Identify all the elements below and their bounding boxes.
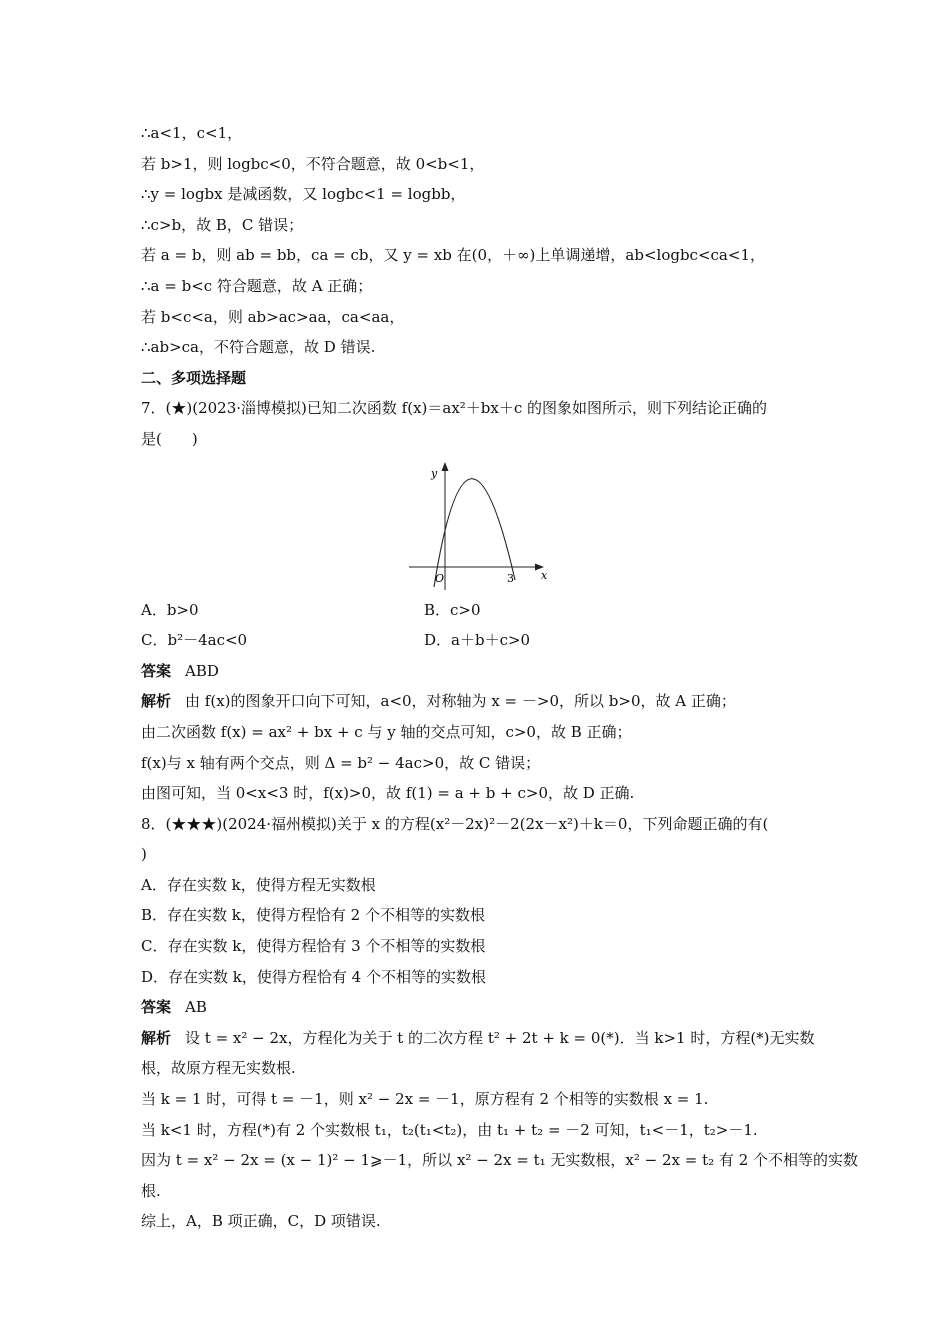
answer-label: 答案 xyxy=(141,661,172,680)
x-axis-label: x xyxy=(541,568,548,582)
text-line: f(x)与 x 轴有两个交点，则 Δ = b² − 4ac>0，故 C 错误； xyxy=(141,753,541,772)
x-tick-label: 3 xyxy=(507,571,514,585)
text-line: 根，故原方程无实数根. xyxy=(141,1059,296,1078)
document-content xyxy=(141,118,859,1237)
y-axis-arrow xyxy=(442,462,449,471)
text-line: 由图可知，当 0<x<3 时，f(x)>0，故 f(1) = a + b + c>0，故 D 正确. xyxy=(141,784,635,803)
option-c: C．b²－4ac<0 xyxy=(141,631,248,650)
option-b: B．存在实数 k，使得方程恰有 2 个不相等的实数根 xyxy=(141,906,485,925)
text-line: ∴c>b，故 B，C 错误； xyxy=(141,215,304,234)
q7-stem: 7．(★)(2023·淄博模拟)已知二次函数 f(x)＝ax²＋bx＋c 的图象如图所示，则下列结论正确的 xyxy=(141,399,768,418)
q7-options-row-2 xyxy=(141,625,816,656)
text-line: 若 b>1，则 logbc<0，不符合题意，故 0<b<1， xyxy=(141,154,485,173)
text-line: 当 k = 1 时，可得 t = －1，则 x² − 2x = －1，原方程有 2 个相等的实数根 x = 1. xyxy=(141,1090,709,1109)
q7-analysis xyxy=(141,686,816,717)
option-c: C．存在实数 k，使得方程恰有 3 个不相等的实数根 xyxy=(141,937,486,956)
text-line: ∴ab>ca，不符合题意，故 D 错误. xyxy=(141,338,376,357)
analysis-label: 解析 xyxy=(141,1028,172,1047)
option-d: D．a＋b＋c>0 xyxy=(424,631,531,650)
option-d: D．存在实数 k，使得方程恰有 4 个不相等的实数根 xyxy=(141,967,486,986)
answer-label: 答案 xyxy=(141,998,172,1017)
text-line: 因为 t = x² − 2x = (x − 1)² − 1⩾－1，所以 x² − 2x = t₁ 无实数根，x² − 2x = t₂ 有 2 个不相等的实数 xyxy=(141,1151,859,1170)
option-a: A．存在实数 k，使得方程无实数根 xyxy=(141,875,376,894)
text-line: ∴a = b<c 符合题意，故 A 正确； xyxy=(141,276,373,295)
text-line: ∴y = logbx 是减函数，又 logbc<1 = logbb， xyxy=(141,185,466,204)
analysis-text: 设 t = x² − 2x，方程化为关于 t 的二次方程 t² + 2t + k = 0(*)．当 k>1 时，方程(*)无实数 xyxy=(185,1028,815,1047)
answer-value: ABD xyxy=(185,661,219,680)
q8-analysis xyxy=(141,1023,816,1054)
text-line: ∴a<1，c<1， xyxy=(141,124,243,142)
analysis-label: 解析 xyxy=(141,692,172,711)
q7-answer xyxy=(141,656,816,687)
section-title: 二、多项选择题 xyxy=(141,368,247,387)
answer-value: AB xyxy=(185,998,207,1017)
q7-stem-cont: 是( ) xyxy=(141,429,198,448)
parabola-curve xyxy=(434,478,515,586)
q7-graph xyxy=(141,455,816,595)
text-line: 根. xyxy=(141,1181,161,1200)
analysis-text: 由 f(x)的图象开口向下可知，a<0，对称轴为 x = －>0，所以 b>0，故 A 正确； xyxy=(185,692,736,711)
text-line: 由二次函数 f(x) = ax² + bx + c 与 y 轴的交点可知，c>0，故 B 正确； xyxy=(141,722,632,741)
origin-label: O xyxy=(435,571,445,585)
text-line: 综上，A，B 项正确，C，D 项错误. xyxy=(141,1212,381,1231)
text-line: 若 b<c<a，则 ab>ac>aa，ca<aa， xyxy=(141,307,405,326)
q7-options-row-1 xyxy=(141,595,816,626)
option-a: A．b>0 xyxy=(141,600,199,619)
q8-answer xyxy=(141,992,816,1023)
text-line: 若 a = b，则 ab = bb，ca = cb，又 y = xb 在(0，＋∞)上单调递增，ab<logbc<ca<1， xyxy=(141,246,765,265)
parabola-graph xyxy=(405,457,555,592)
text-line: 当 k<1 时，方程(*)有 2 个实数根 t₁，t₂(t₁<t₂)，由 t₁ + t₂ = －2 可知，t₁<－1，t₂>－1. xyxy=(141,1120,758,1139)
q8-stem: 8．(★★★)(2024·福州模拟)关于 x 的方程(x²－2x)²－2(2x－x²)＋k＝0，下列命题正确的有( xyxy=(141,814,769,833)
y-axis-label: y xyxy=(431,466,438,480)
q8-stem-cont: ) xyxy=(141,845,147,864)
option-b: B．c>0 xyxy=(424,600,481,619)
